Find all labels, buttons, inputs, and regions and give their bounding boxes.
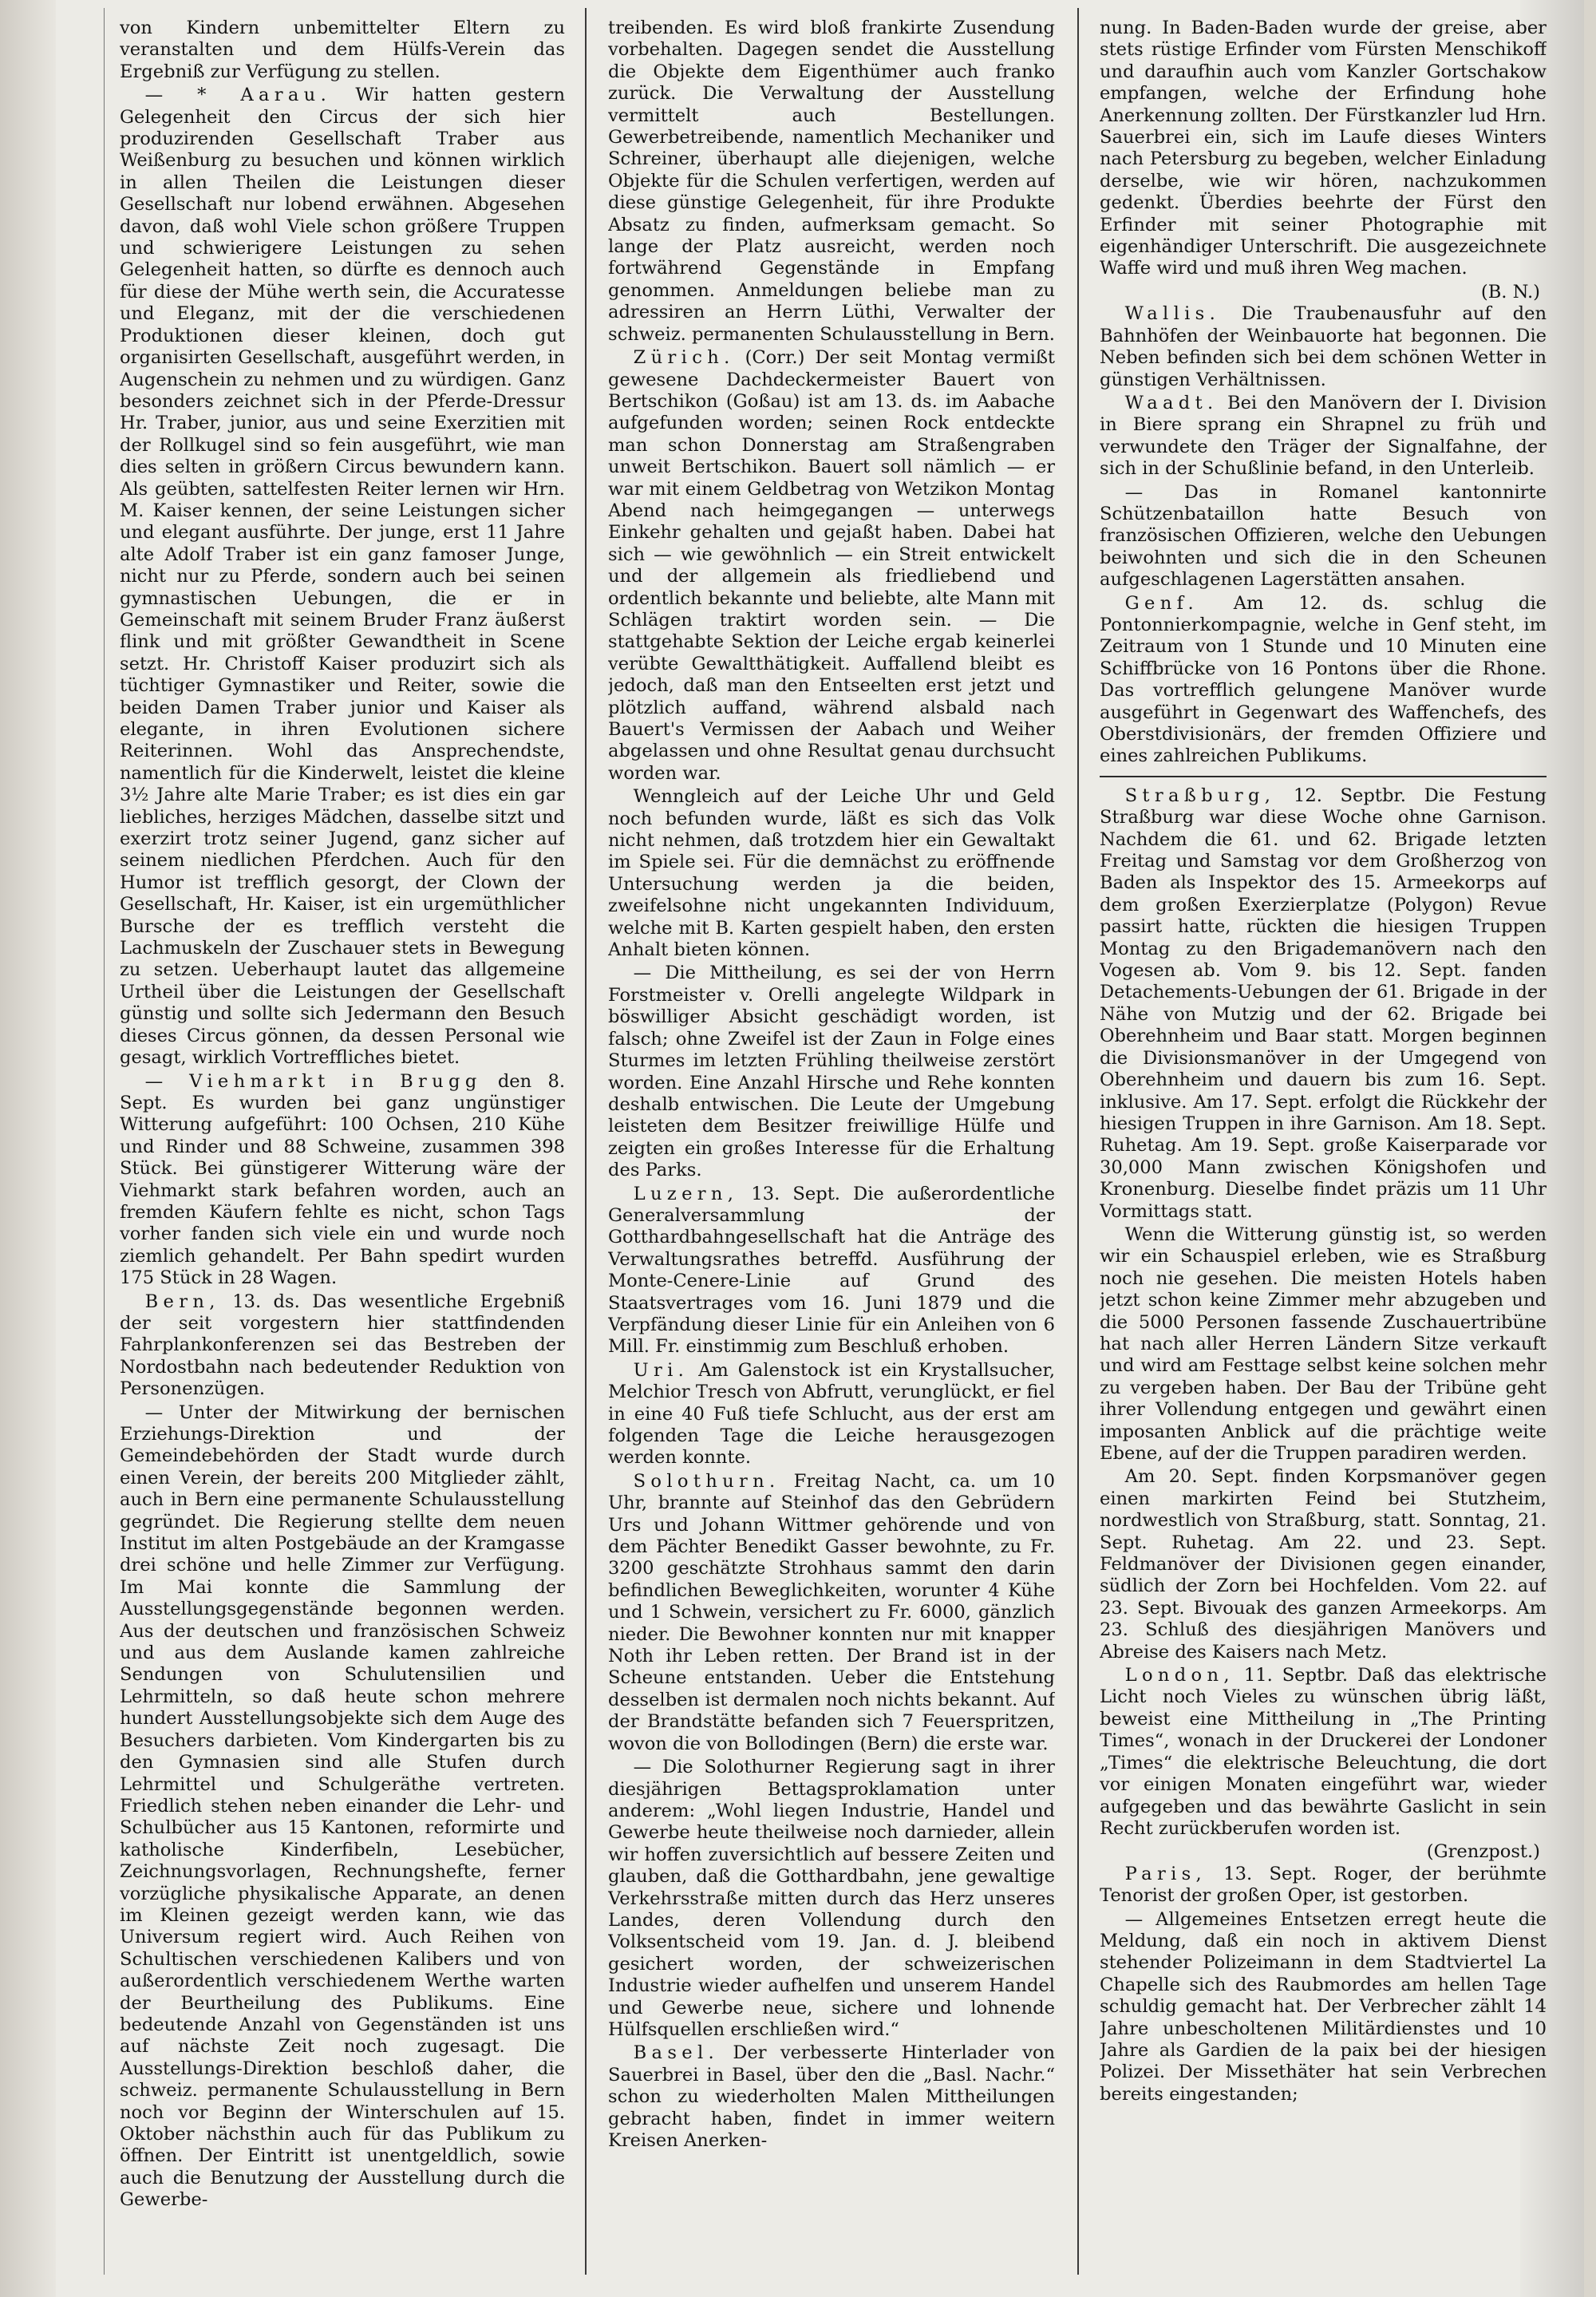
dateline-luzern: Luzern, — [633, 1183, 739, 1204]
article-viehmarkt-text: den 8. Sept. Es wurden bei ganz ungünstiger Witterung aufgeführt: 100 Ochsen, 210 Kühe und Rinder und 88 Schweine, zusammen 398 Stück. Bei günstigerer Witterung wäre der Viehmarkt stark befahren worden, auch an fremden Käufern fehlte es nicht, schon Tags vorher fanden sich viele ein und wurde noch ziemlich gehandelt. Per Bahn spedirt wurden 175 Stück in 28 Wagen. — [120, 1070, 565, 1289]
article-zurich-2: Wenngleich auf der Leiche Uhr und Geld noch befunden wurde, läßt es sich das Volk nicht nehmen, daß trotzdem hier ein Gewaltakt im Spiele sei. Für die demnächst zu eröffnende Untersuchung werden ja die beiden, zweifelsohne nicht ungekannten Individuum, welche mit B. Karten gespielt haben, den ersten Anhalt bieten können. — [608, 786, 1055, 961]
article-waadt-2: — Das in Romanel kantonnirte Schützenbataillon hatte Besuch von französischen Offizieren, welche den Uebungen beiwohnten und sich die in den Scheunen aufgeschlagenen Lagerstätten ansahen. — [1100, 481, 1547, 591]
article-paris-2: — Allgemeines Entsetzen erregt heute die Meldung, daß ein noch in aktivem Dienst stehender Polizeimann in dem Stadtviertel La Chapelle sich des Raubmordes am hellen Tage schuldig gemacht hat. Der Verbrecher zählt 14 Jahre unbescholtenen Militärdienstes und 10 Jahre als Gardien de la paix bei der hiesigen Polizei. Der Missethäter hat sein Verbrechen bereits eingestanden; — [1100, 1908, 1547, 2105]
section-divider — [1100, 776, 1547, 777]
article-zurich — [608, 347, 1055, 785]
dateline-london: London, — [1124, 1665, 1235, 1686]
article-aarau — [120, 85, 565, 1069]
article-luzern — [608, 1184, 1055, 1358]
article-waadt-text: Bei den Manövern der I. Division in Biere sprang ein Shrapnel zu früh und verwundete den Träger der Signalfahne, der sich in der Schußlinie befand, in den Unterleib. — [1100, 392, 1547, 480]
dateline-solothurn: Solothurn. — [633, 1470, 780, 1492]
page-binding — [0, 0, 56, 2297]
article-uri-text: Am Galenstock ist ein Krystallsucher, Melchior Tresch von Abfrutt, verunglückt, er fiel in eine 40 Fuß tiefe Schlucht, aus der erst am folgenden Tage die Leiche herausgezogen werden konnte. — [608, 1359, 1055, 1469]
dateline-strassburg: Straßburg, — [1124, 785, 1276, 806]
article-strassburg-text: 12. Septbr. Die Festung Straßburg war diese Woche ohne Garnison. Nachdem die 61. und 62. Brigade letzten Freitag und Samstag vor dem Großherzog von Baden als Inspektor des 15. Armeekorps auf dem großen Exerzierplatze (Polygon) Revue passirt hatte, rückten die hiesigen Truppen Montag zu den Brigademanövern nach den Vogesen ab. Vom 9. bis 12. Sept. fanden Detachements-Uebungen der 61. Brigade in der Nähe von Mutzig und der 62. Brigade bei Oberehnheim und Baar statt. Morgen beginnen die Divisionsmanöver in der Umgegend von Oberehnheim und dauern bis zum 16. Sept. inklusive. Am 17. Sept. erfolgt die Rückkehr der hiesigen Truppen in ihre Garnison. Am 18. Sept. Ruhetag. Am 19. Sept. große Kaiserparade vor 30,000 Mann zwischen Königshofen und Kronenburg. Dieselbe findet präzis um 11 Uhr Vormittags statt. — [1100, 785, 1547, 1222]
col3-continuation: nung. In Baden-Baden wurde der greise, aber stets rüstige Erfinder vom Fürsten Menschikoff und daraufhin auch vom Kanzler Gortschakow empfangen, welche der Erfindung hohe Anerkennung zollten. Der Fürstkanzler lud Hrn. Sauerbrei ein, sich im Laufe dieses Winters nach Petersburg zu begeben, welcher Einladung derselbe, wie wir hören, nachzukommen gedenkt. Überdies beehrte der Fürst den Erfinder mit seiner Photographie mit eigenhändiger Unterschrift. Die ausgezeichnete Waffe wird und muß ihren Weg machen. — [1100, 18, 1547, 279]
article-genf — [1100, 593, 1547, 768]
article-basel — [608, 2042, 1055, 2152]
article-bern-text: 13. ds. Das wesentliche Ergebniß der seit vorgestern hier stattfindenden Fahrplankonferenzen sei das Bestreben der Nordostbahn nach bedeutender Reduktion von Personenzügen. — [120, 1291, 565, 1400]
article-strassburg-3: Am 20. Sept. finden Korpsmanöver gegen einen markirten Feind bei Stutzheim, nordwestlich von Straßburg, statt. Sonntag, 21. Sept. Ruhetag. Am 22. und 23. Sept. Feldmanöver der Divisionen gegen einander, südlich der Zorn bei Hochfelden. Vom 22. auf 23. Sept. Bivouak des ganzen Armeekorps. Am 23. Schluß des diesjährigen Manövers und Abreise des Kaisers nach Metz. — [1100, 1466, 1547, 1662]
col1-continuation: von Kindern unbemittelter Eltern zu veranstalten und dem Hülfs-Verein das Ergebniß zur Verfügung zu stellen. — [120, 18, 565, 82]
dateline-aarau: — * Aarau. — [144, 85, 332, 106]
source-note-grenzpost: (Grenzpost.) — [1426, 1841, 1540, 1863]
article-zurich-wildpark: — Die Mittheilung, es sei der von Herrn Forstmeister v. Orelli angelegte Wildpark in böswilliger Absicht geschädigt worden, ist falsch; ohne Zweifel ist der Zaun in Folge eines Sturmes im letzten Frühling theilweise zerstört worden. Eine Anzahl Hirsche und Rehe konnten deshalb entwischen. Die Leute der Umgebung leisteten dem Besitzer freiwillige Hülfe und zeigten ein großes Interesse für die Erhaltung des Parks. — [608, 963, 1055, 1181]
dateline-zurich: Zürich. — [633, 347, 735, 369]
article-aarau-text: Wir hatten gestern Gelegenheit den Circus der sich hier produzirenden Gesellschaft Traber aus Weißenburg zu besuchen und können wirklich in allen Theilen die Leistungen dieser Gesellschaft nur lobend erwähnen. Abgesehen davon, daß wohl Viele schon größere Truppen und schwierigere Leistungen zu sehen Gelegenheit hatten, so dürfte es dennoch auch für diese der Mühe werth sein, die Accuratesse und Eleganz, mit der die verschiedenen Produktionen dieser kleinen, doch gut organisirten Gesellschaft, ausgeführt werden, in Augenschein zu nehmen und zu würdigen. Ganz besonders zeichnet sich in der Pferde-Dressur Hr. Traber, junior, aus und seine Exerzitien mit der Rollkugel sind so fein ausgeführt, wie man dies selten in größern Circus bewundern kann. Als geübten, sattelfesten Reiter lernen wir Hrn. M. Kaiser kennen, der seine Leistungen sicher und elegant ausführte. Der junge, erst 11 Jahre alte Adolf Traber ist ein ganz famoser Junge, nicht nur zu Pferde, sondern auch bei seinen gymnastischen Uebungen, die er in Gemeinschaft mit seinem Bruder Franz äußerst flink und mit größter Gewandtheit in Scene setzt. Hr. Christoff Kaiser produzirt sich als tüchtiger Gymnastiker und Reiter, sowie die beiden Damen Traber junior und Kaiser als elegante, in ihren Evolutionen sichere Reiterinnen. Wohl das Ansprechendste, namentlich für die Kinderwelt, leistet die kleine 3½ Jahre alte Marie Traber; es ist dies ein gar liebliches, herziges Mädchen, dasselbe sitzt und exerzirt trotz seiner Jugend, ganz sicher auf seinem niedlichen Pferdchen. Auch für den Humor ist trefflich gesorgt, der Clown der Gesellschaft, Hr. Kaiser, ist ein urgemüthlicher Bursche der es trefflich versteht die Lachmuskeln der Zuschauer stets in Bewegung zu setzen. Ueberhaupt lautet das allgemeine Urtheil über die Leistungen der Gesellschaft günstig und sollte sich Jedermann den Besuch dieses Circus gönnen, da dessen Personal wie gesagt, wirklich Vortreffliches bietet. — [120, 85, 565, 1069]
column-1 — [120, 18, 565, 2264]
article-basel-text: Der verbesserte Hinterlader von Sauerbrei in Basel, über den die „Basl. Nachr.“ schon zu wiederholten Malen Mittheilungen gebracht haben, findet in immer weitern Kreisen Anerken- — [608, 2042, 1055, 2151]
column-rule-2 — [1077, 8, 1079, 2275]
dateline-basel: Basel. — [633, 2042, 720, 2064]
left-margin-rule — [104, 8, 105, 2275]
col2-continuation: treibenden. Es wird bloß frankirte Zusendung vorbehalten. Dagegen sendet die Ausstellung die Objekte dem Eigenthümer auch franko zurück. Die Verwaltung der Ausstellung vermittelt auch Bestellungen. Gewerbetreibende, namentlich Mechaniker und Schreiner, überhaupt alle diejenigen, welche Objekte für die Schulen verfertigen, werden auf diese günstige Gelegenheit, für ihre Produkte Absatz zu finden, aufmerksam gemacht. So lange der Platz ausreicht, werden noch fortwährend Gegenstände in Empfang genommen. Anmeldungen beliebe man zu adressiren an Herrn Lüthi, Verwalter der schweiz. permanenten Schulausstellung in Bern. — [608, 18, 1055, 345]
article-zurich-text: (Corr.) Der seit Montag vermißt gewesene Dachdeckermeister Bauert von Bertschikon (Goßau) ist am 13. ds. im Aabache aufgefunden worden; seinen Rock entdeckte man schon Donnerstag am Straßengraben unweit Bertschikon. Bauert soll nämlich — er war mit einem Geldbetrag von Wetzikon Montag Abend nach heimgegangen — unterwegs Einkehr gehalten und gejaßt haben. Dabei hat sich — wie gewöhnlich — ein Streit entwickelt und der allgemein als friedliebend und ordentlich bekannte und beliebte, alte Mann mit Schlägen traktirt worden sein. — Die stattgehabte Sektion der Leiche ergab keinerlei verübte Gewaltthätigkeit. Auffallend bleibt es jedoch, daß man den Entseelten erst jetzt und plötzlich auffand, während alsbald nach Bauert's Vermissen der Aabach und Weiher abgelassen und ohne Resultat genau durchsucht worden war. — [608, 347, 1055, 784]
dateline-paris: Paris, — [1124, 1863, 1207, 1884]
article-strassburg-2: Wenn die Witterung günstig ist, so werden wir ein Schauspiel erleben, wie es Straßburg noch nie gesehen. Die meisten Hotels haben jetzt schon keine Zimmer mehr abzugeben und die 5000 Personen fassende Zuschauertribüne hat nach aller Herren Ländern Sitze verkauft und wird am Festtage selbst keine solchen mehr zu vergeben haben. Der Bau der Tribüne geht ihrer Vollendung entgegen und gewährt einen imposanten Anblick auf die prächtige weite Ebene, auf der die Truppen paradiren werden. — [1100, 1224, 1547, 1464]
dateline-genf: Genf. — [1124, 592, 1199, 614]
dateline-bern: Bern, — [144, 1291, 220, 1312]
dateline-wallis: Wallis. — [1124, 303, 1221, 325]
dateline-viehmarkt: — Viehmarkt in Brugg — [144, 1070, 482, 1092]
column-2 — [608, 18, 1055, 2264]
article-strassburg — [1100, 785, 1547, 1223]
dateline-waadt: Waadt. — [1124, 392, 1219, 413]
article-solothurn — [608, 1471, 1055, 1755]
article-uri — [608, 1360, 1055, 1469]
article-luzern-text: 13. Sept. Die außerordentliche Generalversammlung der Gotthardbahngesellschaft hat die Anträge des Verwaltungsrathes betreffd. Ausführung der Monte-Cenere-Linie auf Grund des Staatsvertrages vom 16. Juni 1879 und die Verpfändung dieser Linie für ein Anleihen von 6 Mill. Fr. einstimmig zum Beschluß erhoben. — [608, 1183, 1055, 1358]
column-rule-1 — [585, 8, 587, 2275]
article-genf-text: Am 12. ds. schlug die Pontonnierkompagnie, welche in Genf steht, im Zeitraum von 1 Stunde und 10 Minuten eine Schiffbrücke von 16 Pontons über die Rhone. Das vortrefflich gelungene Manöver wurde ausgeführt in Gegenwart des Waffenchefs, des Oberstdivisionärs, der fremden Offiziere und eines zahlreichen Publikums. — [1100, 592, 1547, 767]
article-viehmarkt-brugg — [120, 1071, 565, 1290]
column-3 — [1100, 18, 1547, 2264]
article-london-text: 11. Septbr. Daß das elektrische Licht noch Vieles zu wünschen übrig läßt, beweist eine Mittheilung in „The Printing Times“, wonach in der Druckerei der Londoner „Times“ die elektrische Beleuchtung, die dort vor einigen Monaten eingeführt war, wieder aufgegeben und das bewährte Gaslicht in sein Recht zurückberufen worden ist. — [1100, 1665, 1547, 1839]
article-bern-schulausstellung: — Unter der Mitwirkung der bernischen Erziehungs-Direktion und der Gemeindebehörden der Stadt wurde durch einen Verein, der bereits 200 Mitglieder zählt, auch in Bern eine permanente Schulausstellung gegründet. Die Regierung stellte dem neuen Institut im alten Postgebäude an der Kramgasse drei schöne und helle Zimmer zur Verfügung. Im Mai konnte die Sammlung der Ausstellungsgegenstände begonnen werden. Aus der deutschen und französischen Schweiz und aus dem Auslande kamen zahlreiche Sendungen von Schulutensilien und Lehrmitteln, so daß heute schon mehrere hundert Ausstellungsobjekte sich dem Auge des Besuchers darbieten. Vom Kindergarten bis zu den Gymnasien sind alle Stufen durch Lehrmittel und Schulgeräthe vertreten. Friedlich stehen neben einander die Lehr- und Schulbücher aus 15 Kantonen, reformirte und katholische Kinderfibeln, Lesebücher, Zeichnungsvorlagen, Rechnungshefte, ferner vorzügliche physikalische Apparate, an denen im Kleinen gezeigt werden kann, wie das Universum regiert wird. Auch Reihen von Schultischen verschiedenen Kalibers und von außerordentlich verschiedenem Werthe warten der Beurtheilung des Publikums. Eine bedeutende Anzahl von Gegenständen ist uns auf nächste Zeit noch zugesagt. Die Ausstellungs-Direktion beschloß daher, die schweiz. permanente Schulausstellung in Bern noch vor Beginn der Winterschulen auf 15. Oktober nächsthin auch für das Publikum zu öffnen. Der Eintritt ist unentgeldlich, sowie auch die Benutzung der Ausstellung durch die Gewerbe- — [120, 1402, 565, 2211]
article-solothurn-bettag: — Die Solothurner Regierung sagt in ihrer diesjährigen Bettagsproklamation unter anderem: „Wohl liegen Industrie, Handel und Gewerbe heute theilweise noch darnieder, allein wir hoffen zuversichtlich auf bessere Zeiten und glauben, daß die Gotthardbahn, jene gewaltige Verkehrsstraße mitten durch das Herz unseres Landes, deren Vollendung durch den Volksentscheid vom 19. Jan. d. J. bleibend gesichert worden, der schweizerischen Industrie wieder aufhelfen und unserem Handel und Gewerbe neue, sichere und lohnende Hülfsquellen erschließen wird.“ — [608, 1757, 1055, 2040]
article-waadt — [1100, 393, 1547, 480]
source-note-bn: (B. N.) — [1480, 281, 1540, 302]
article-bern — [120, 1291, 565, 1401]
dateline-uri: Uri. — [633, 1359, 689, 1381]
article-paris-text: 13. Sept. Roger, der berühmte Tenorist der großen Oper, ist gestorben. — [1100, 1863, 1547, 1907]
article-wallis — [1100, 303, 1547, 391]
article-wallis-text: Die Traubenausfuhr auf den Bahnhöfen der Weinbauorte hat begonnen. Die Neben befinden sich bei dem schönen Wetter in günstigen Verhältnissen. — [1100, 303, 1547, 390]
article-paris — [1100, 1864, 1547, 1908]
article-london — [1100, 1665, 1547, 1840]
article-solothurn-text: Freitag Nacht, ca. um 10 Uhr, brannte auf Steinhof das den Gebrüdern Urs und Johann Wittmer gehörende und von dem Pächter Benedikt Gasser bewohnte, zu Fr. 3200 geschätzte Strohhaus sammt den darin befindlichen Beweglichkeiten, worunter 4 Kühe und 1 Schwein, versichert zu Fr. 6000, gänzlich nieder. Die Bewohner konnten nur mit knapper Noth ihr Leben retten. Der Brand ist in der Scheune entstanden. Ueber die Entstehung desselben ist dermalen noch nichts bekannt. Auf der Brandstätte befanden sich 7 Feuerspritzen, wovon die von Bollodingen (Bern) die erste war. — [608, 1470, 1055, 1754]
